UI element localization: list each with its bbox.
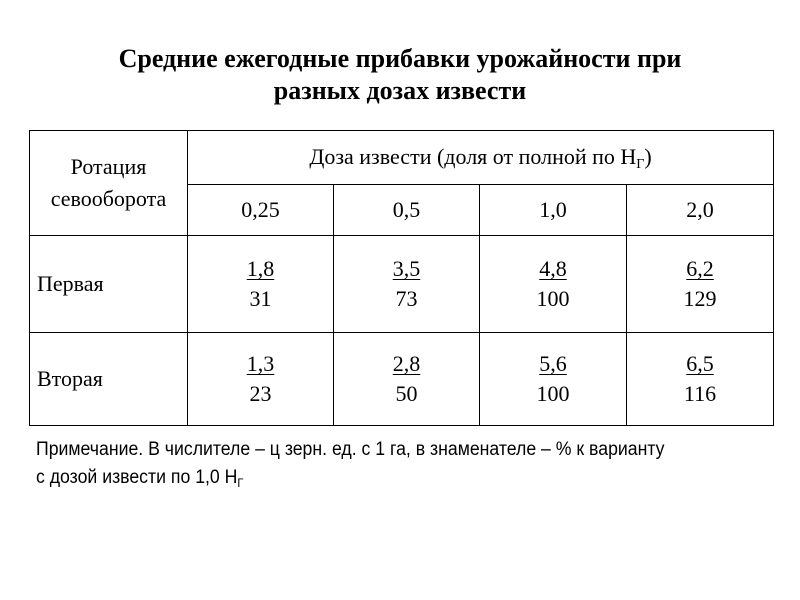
numerator: 3,5 — [392, 256, 421, 282]
dose-header-text: Доза извести (доля от полной по Н — [309, 144, 637, 170]
denominator: 73 — [395, 286, 418, 312]
value-cell — [480, 333, 627, 426]
rotation-header-cell — [30, 131, 188, 236]
value-cell — [480, 236, 627, 333]
value-cell — [627, 236, 774, 333]
page-title — [0, 43, 800, 107]
numerator: 6,2 — [686, 256, 714, 282]
rotation-header-line-1: Ротация — [70, 154, 147, 180]
value-cell — [627, 333, 774, 426]
numerator: 2,8 — [392, 351, 421, 377]
title-line-2: разных дозах извести — [273, 76, 527, 105]
row-label: Вторая — [30, 333, 188, 426]
footnote-line-2 — [36, 464, 724, 492]
footnote-line-2-text: с дозой извести по 1,0 Н — [36, 467, 238, 488]
numerator: 1,3 — [246, 351, 275, 377]
header-row-1 — [30, 131, 774, 185]
value-cell — [188, 236, 334, 333]
numerator: 1,8 — [246, 256, 275, 282]
denominator: 31 — [249, 286, 272, 312]
rotation-header-line-2: севооборота — [50, 186, 167, 212]
numerator: 4,8 — [539, 256, 567, 282]
denominator: 129 — [683, 286, 717, 312]
row-label: Первая — [30, 236, 188, 333]
value-cell — [334, 333, 480, 426]
denominator: 50 — [395, 381, 418, 407]
denominator: 23 — [249, 381, 272, 407]
dose-header-2: 1,0 — [480, 184, 627, 236]
dose-header-cell — [188, 131, 774, 185]
value-cell — [188, 333, 334, 426]
dose-header-3: 2,0 — [627, 184, 774, 236]
table-row — [30, 333, 774, 426]
dose-header-close: ) — [644, 144, 652, 170]
denominator: 100 — [536, 286, 570, 312]
numerator: 6,5 — [686, 351, 714, 377]
denominator: 100 — [536, 381, 570, 407]
footnote-line-1: Примечание. В числителе – ц зерн. ед. с 1 га, в знаменателе – % к варианту — [36, 439, 665, 460]
dose-header-0: 0,25 — [188, 184, 334, 236]
footnote — [36, 436, 724, 492]
dose-header-1: 0,5 — [334, 184, 480, 236]
dose-header-subscript: Г — [636, 157, 645, 173]
lime-dose-table — [29, 130, 774, 426]
table-row — [30, 236, 774, 333]
footnote-subscript: Г — [237, 476, 244, 490]
value-cell — [334, 236, 480, 333]
denominator: 116 — [683, 381, 717, 407]
numerator: 5,6 — [539, 351, 567, 377]
title-line-1: Средние ежегодные прибавки урожайности при — [118, 44, 682, 73]
